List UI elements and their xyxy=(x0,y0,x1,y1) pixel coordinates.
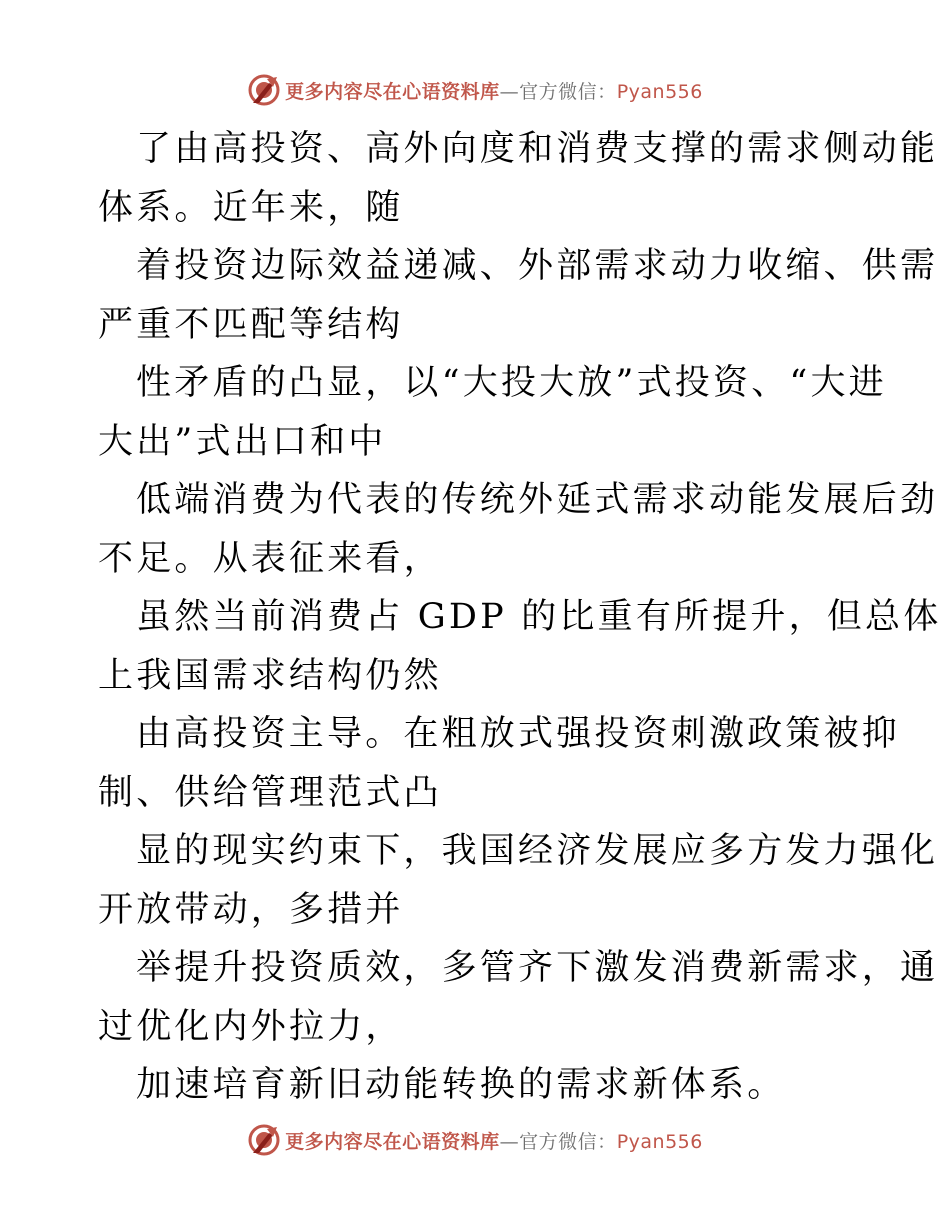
body-line: 了由高投资、高外向度和消费支撑的需求侧动能 xyxy=(136,129,939,169)
body-line: 大出”式出口和中 xyxy=(98,421,387,462)
body-line: 性矛盾的凸显，以“大投大放”式投资、“大进 xyxy=(136,363,887,403)
body-line: 着投资边际效益递减、外部需求动力收缩、供需 xyxy=(136,246,939,286)
footer-separator: — xyxy=(499,1130,520,1153)
body-line: 显的现实约束下，我国经济发展应多方发力强化 xyxy=(136,831,939,871)
header-brand: 更多内容尽在心语资料库 xyxy=(285,80,500,103)
header-official-label: 官方微信： xyxy=(519,80,617,103)
footer-text xyxy=(285,1127,703,1154)
body-line: 严重不匹配等结构 xyxy=(98,304,404,345)
body-line: 制、供给管理范式凸 xyxy=(98,772,442,813)
body-line: 体系。近年来，随 xyxy=(98,187,404,228)
body-line: 不足。从表征来看， xyxy=(98,538,442,579)
body-line: 虽然当前消费占 GDP 的比重有所提升，但总体 xyxy=(136,597,942,637)
body-line: 举提升投资质效，多管齐下激发消费新需求，通 xyxy=(136,948,939,988)
body-line: 低端消费为代表的传统外延式需求动能发展后劲 xyxy=(136,480,939,520)
footer-banner xyxy=(0,1120,950,1160)
quill-pen-logo-icon xyxy=(247,1123,281,1157)
footer-official-label: 官方微信： xyxy=(519,1130,617,1153)
body-line: 开放带动，多措并 xyxy=(98,889,404,930)
footer-brand: 更多内容尽在心语资料库 xyxy=(285,1130,500,1153)
body-line: 由高投资主导。在粗放式强投资刺激政策被抑 xyxy=(136,714,901,754)
quill-pen-logo-icon xyxy=(247,73,281,107)
header-separator: — xyxy=(499,80,520,103)
footer-wechat-id: Pyan556 xyxy=(616,1130,703,1153)
header-banner xyxy=(0,70,950,110)
header-wechat-id: Pyan556 xyxy=(616,80,703,103)
header-text xyxy=(285,77,703,104)
body-line: 加速培育新旧动能转换的需求新体系。 xyxy=(136,1065,786,1105)
body-line: 上我国需求结构仍然 xyxy=(98,655,442,696)
document-body xyxy=(98,120,942,1115)
body-line: 过优化内外拉力， xyxy=(98,1006,404,1047)
